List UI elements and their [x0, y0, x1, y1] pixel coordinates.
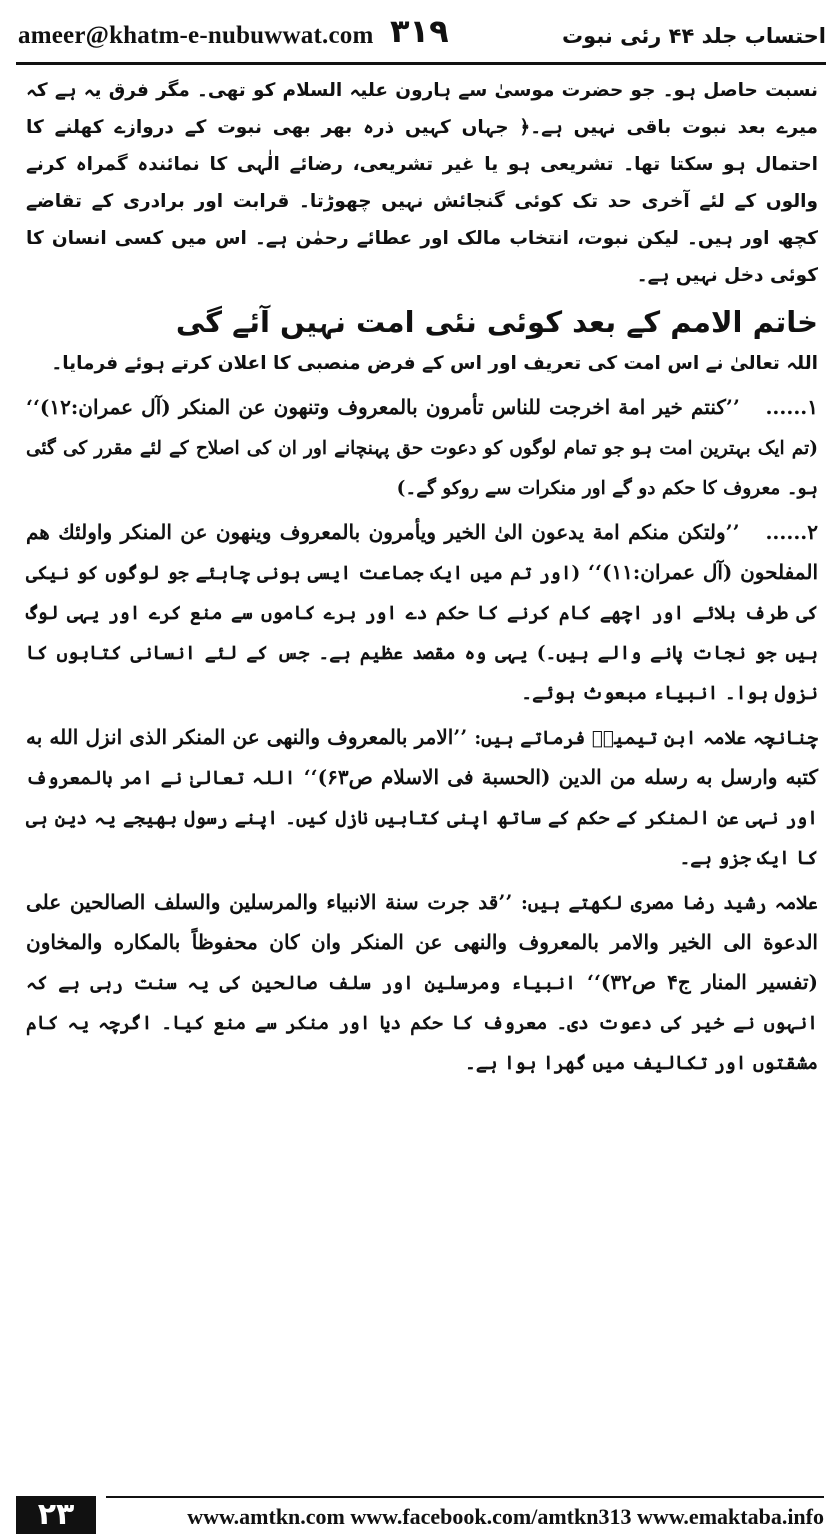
quote-item-2: [26, 512, 818, 712]
page-body: [26, 72, 818, 1087]
header-rule: [16, 62, 826, 65]
ibn-taymiyyah-translation: اللہ تعالیٰ نے امر بالمعروف اور نہی عن المنکر کے حکم کے ساتھ اپنی کتابیں نازل کیں۔ اپنے رسول بھیجے یہ دین ہی کا ایک جزو ہے۔: [26, 768, 818, 869]
quote-ibn-taymiyyah: [26, 717, 818, 877]
item-1-arabic: ’’کنتم خیر امة اخرجت للناس تأمرون بالمعروف وتنهون عن المنکر (آل عمران:۱۲)‘‘: [26, 395, 740, 419]
section-heading: خاتم الامم کے بعد کوئی نئی امت نہیں آئے گی: [175, 305, 818, 339]
rashid-rida-arabic: ’’قد جرت سنة الانبیاء والمرسلین والسلف الصالحین علی الدعوة الی الخیر والامر بالمعروف والنهی عن المنکر وان کان محفوظاً بالمکاره والمخاون (تفسیر المنار ج۴ ص۳۲)‘‘: [26, 890, 818, 994]
header-email: ameer@khatm-e-nubuwwat.com: [18, 22, 374, 49]
rashid-rida-translation: انبیاء ومرسلین اور سلف صالحین کی یہ سنت رہی ہے کہ انہوں نے خیر کی دعوت دی۔ معروف کا حکم دیا اور منکر سے منع کیا۔ اگرچہ یہ کام مشقتوں اور تکالیف میں گھرا ہوا ہے۔: [26, 973, 818, 1074]
footer-page-number: ۲۳: [16, 1496, 96, 1534]
rashid-rida-intro: علامہ رشید رضا مصری لکھتے ہیں:: [520, 893, 818, 914]
quote-rashid-rida: [26, 882, 818, 1082]
ibn-taymiyyah-intro: چنانچہ علامہ ابن تیمیہؒ فرماتے ہیں:: [474, 728, 818, 749]
footer-rule: [106, 1496, 824, 1498]
footer-links: www.amtkn.com www.facebook.com/amtkn313 www.emaktaba.info: [187, 1504, 824, 1529]
item-2-number: ۲......: [765, 520, 818, 544]
ibn-taymiyyah-arabic: ’’الامر بالمعروف والنهی عن المنکر الذی انزل الله به کتبه وارسل به رسله من الدین (الحسبة فی الاسلام ص۶۳)‘‘: [26, 725, 818, 789]
item-2-arabic: ’’ولتکن منکم امة یدعون الیٰ الخیر ویأمرون بالمعروف وینهون عن المنکر واولئك هم المفلحون (آل عمران:۱۱)‘‘: [26, 520, 818, 584]
page-footer: [16, 1496, 824, 1534]
item-1-translation: (تم ایک بہترین امت ہو جو تمام لوگوں کو دعوت حق پہنچانے اور ان کی اصلاح کے لئے مقرر کی گئی ہو۔ معروف کا حکم دو گے اور منکرات سے روکو گے۔): [26, 438, 818, 499]
paragraph-1: نسبت حاصل ہو۔ جو حضرت موسیٰ سے ہارون علیہ السلام کو تھی۔ مگر فرق یہ ہے کہ میرے بعد نبوت باقی نہیں ہے۔﴿ جہاں کہیں ذرہ بھر بھی نبوت کے دروازے کھلنے کا احتمال ہو سکتا تھا۔ تشریعی ہو یا غیر تشریعی، رضائے الٰہی کا نمائندہ گمراہ کرنے والوں کے لئے آخری حد تک کوئی گنجائش نہیں چھوڑتا۔ قرابت اور برادری کے تقاضے کچھ اور ہیں۔ لیکن نبوت، انتخاب مالک اور عطائے رحمٰن ہے۔ اس میں کسی انسان کا کوئی دخل نہیں ہے۔: [26, 80, 818, 286]
header-book-title: احتساب جلد ۴۴ رئی نبوت: [562, 24, 826, 48]
intro-text: اللہ تعالیٰ نے اس امت کی تعریف اور اس کے فرض منصبی کا اعلان کرتے ہوئے فرمایا۔: [51, 353, 818, 374]
item-2-translation: (اور تم میں ایک جماعت ایسی ہونی چاہئے جو لوگوں کو نیکی کی طرف بلائے اور اچھے کام کرنے کا حکم دے اور برے کاموں سے منع کرے اور یہی لوگ ہیں جو نجات پانے والے ہیں۔) یہی وہ مقصد عظیم ہے۔ جس کے لئے انسانی کتابوں کا نزول ہوا۔ انبیاء مبعوث ہوئے۔: [26, 563, 818, 704]
quote-item-1: [26, 387, 818, 507]
header-page-number: ٣١٩: [390, 12, 449, 50]
item-1-number: ۱......: [765, 395, 818, 419]
page-header: [18, 14, 826, 54]
